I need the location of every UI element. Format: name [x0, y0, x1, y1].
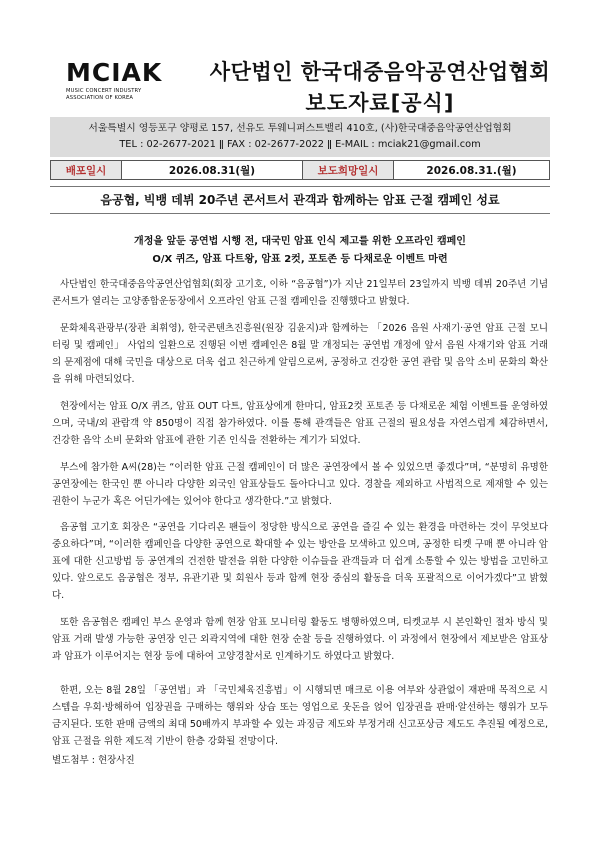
organization-title: 사단법인 한국대중음악공연산업협회 [209, 60, 551, 84]
embargo-date-value: 2026.08.31.(월) [394, 161, 550, 180]
paragraph-law-change: 한편, 오는 8월 28일 「공연법」과 「국민체육진흥법」이 시행되면 매크로 이용 여부와 상관없이 재판매 목적으로 시스템을 우회·방해하여 입장권을 구매하는 행위와 상습 또는 영업으로 웃돈을 얹어 입장권을 판매·알선하는 행위가 모두 금지된다. 또한 판매 금액의 최대 50배까지 부과할 수 있는 과징금 제도와 부정거래 신고포상금 제도도 추진될 예정으로, 암표 근절을 위한 제도적 기반이 한층 강화될 전망이다. [52, 685, 548, 747]
document-title: 보도자료[공식] [305, 91, 455, 115]
subheading-1: 개정을 앞둔 공연법 시행 전, 대국민 암표 인식 제고를 위한 오프라인 캠페인 [134, 236, 466, 247]
paragraph-participant-quote: 부스에 참가한 A씨(28)는 “이러한 암표 근절 캠페인이 더 많은 공연장에서 볼 수 있었으면 좋겠다”며, “분명히 유명한 공연장에는 한국인 뿐 아니라 다양한 외국인 암표상들도 돌아다니고 있다. 경찰을 제외하고 사법적으로 제재할 수 있는 권한이 누군가 혹은 어딘가에는 있어야 한다고 생각한다.”고 밝혔다. [52, 462, 548, 507]
paragraph-background: 문화체육관광부(장관 최휘영), 한국콘텐츠진흥원(원장 김윤지)과 함께하는 「2026 음원 사재기·공연 암표 근절 모니터링 및 캠페인」 사업의 일환으로 진행된 이번 캠페인은 8월 말 개정되는 공연법 개정에 앞서 음원 사재기와 암표 거래의 문제점에 대해 국민을 대상으로 더욱 쉽고 친근하게 알림으로써, 공정하고 건강한 공연 관람 및 음악 소비 문화의 확산을 위해 마련되었다. [52, 323, 548, 385]
subheading-2: O/X 퀴즈, 암표 다트왕, 암표 2컷, 포토존 등 다채로운 이벤트 마련 [152, 254, 448, 265]
logo-subtitle-2: ASSOCIATION OF KOREA [66, 94, 134, 101]
attachment-note: 별도첨부 : 현장사진 [52, 755, 135, 766]
association-logo [66, 60, 166, 101]
paragraph-events: 현장에서는 암표 O/X 퀴즈, 암표 OUT 다트, 암표상에게 한마디, 암표2컷 포토존 등 다채로운 체험 이벤트를 운영하였으며, 국내/외 관람객 약 850명이 직접 참가하였다. 이를 통해 관객들은 암표 근절의 필요성을 자연스럽게 체감하면서, 건강한 음악 소비 문화와 암표에 관한 기존 인식을 전환하는 계기가 되었다. [52, 401, 548, 446]
date-table [50, 160, 550, 180]
contact-phone-fax-email: TEL : 02-2677-2021 ǁ FAX : 02-2677-2022 ǁ E-MAIL : mciak21@gmail.com [119, 139, 481, 150]
paragraph-chairman-quote: 음공협 고기호 회장은 “공연을 기다리온 팬들이 정당한 방식으로 공연을 즐길 수 있는 환경을 마련하는 것이 무엇보다 중요하다”며, “이러한 캠페인을 다양한 공연으로 확대할 수 있는 방안을 모색하고 있으며, 공정한 티켓 구매 뿐 아니라 암표에 대한 신고방법 등 공연계의 건전한 발전을 위한 다양한 이슈들을 관객들과 더 쉽게 소통할 수 있는 방법을 고민하고 있다. 앞으로도 음공협은 정부, 유관기관 및 회원사 등과 함께 현장 중심의 활동을 더욱 포괄적으로 이어가겠다”고 밝혔다. [52, 522, 548, 601]
logo-mark: MCIAK [66, 58, 163, 87]
contact-address: 서울특별시 영등포구 양평로 157, 선유도 투웨니퍼스트밸리 410호, (사)한국대중음악공연산업협회 [88, 123, 512, 134]
logo-subtitle-1: MUSIC CONCERT INDUSTRY [66, 88, 142, 94]
release-date-label: 배포일시 [51, 161, 122, 180]
contact-box [50, 117, 550, 157]
paragraph-intro: 사단법인 한국대중음악공연산업협회(회장 고기호, 이하 “음공협”)가 지난 21일부터 23일까지 빅뱅 데뷔 20주년 기념 콘서트가 열리는 고양종합운동장에서 오프라인 암표 근절 캠페인을 진행했다고 밝혔다. [52, 279, 548, 307]
release-date-value: 2026.08.31(월) [122, 161, 303, 180]
embargo-date-label: 보도희망일시 [303, 161, 394, 180]
headline: 음공협, 빅뱅 데뷔 20주년 콘서트서 관객과 함께하는 암표 근절 캠페인 성료 [50, 186, 550, 214]
paragraph-monitoring: 또한 음공협은 캠페인 부스 운영과 함께 현장 암표 모니터링 활동도 병행하였으며, 티켓교부 시 본인확인 절차 방식 및 암표 거래 발생 가능한 공연장 인근 외곽지역에 대한 현장 순찰 등을 진행하였다. 이 과정에서 현장에서 제보받은 암표상과 암표가 이루어지는 현장 등에 대하여 고양경찰서로 인계하기도 하였다고 밝혔다. [52, 617, 548, 662]
